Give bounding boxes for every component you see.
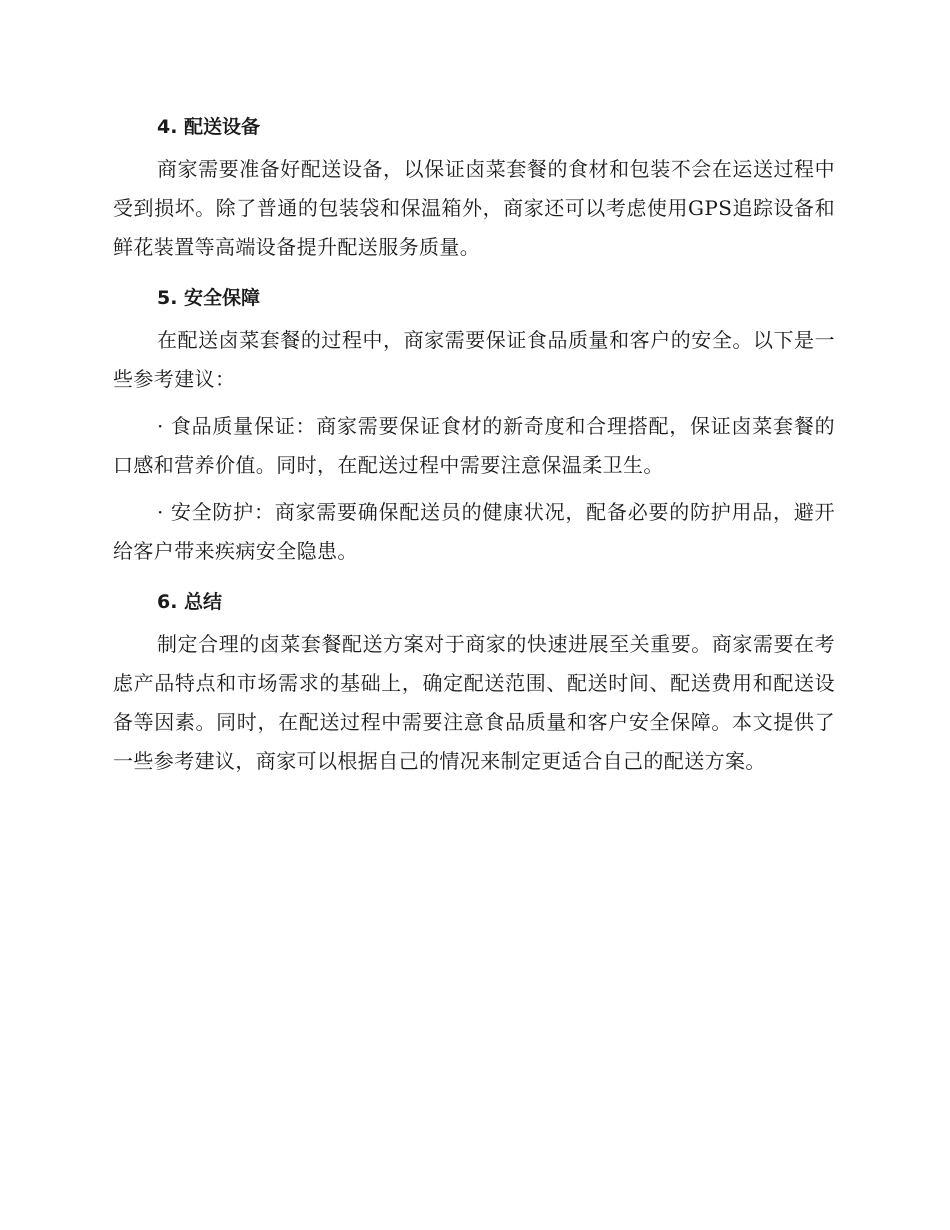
paragraph: 制定合理的卤菜套餐配送方案对于商家的快速进展至关重要。商家需要在考虑产品特点和市场需求的基础上，确定配送范围、配送时间、配送费用和配送设备等因素。同时，在配送过程中需要注意食品质量和客户安全保障。本文提供了一些参考建议，商家可以根据自己的情况来制定更适合自己的配送方案。 xyxy=(113,632,835,773)
bullet-paragraph: · 安全防护：商家需要确保配送员的健康状况，配备必要的防护用品，避开给客户带来疾病安全隐患。 xyxy=(113,500,835,563)
section-heading: 4. 配送设备 xyxy=(157,116,261,138)
bullet-paragraph: · 食品质量保证：商家需要保证食材的新奇度和合理搭配，保证卤菜套餐的口感和营养价值。同时，在配送过程中需要注意保温柔卫生。 xyxy=(113,414,835,477)
paragraph: 在配送卤菜套餐的过程中，商家需要保证食品质量和客户的安全。以下是一些参考建议： xyxy=(113,328,835,391)
section-summary xyxy=(113,579,835,781)
document-page xyxy=(113,104,835,789)
section-heading: 5. 安全保障 xyxy=(157,287,261,309)
section-heading: 6. 总结 xyxy=(157,591,223,613)
section-safety-assurance xyxy=(113,275,835,571)
section-delivery-equipment xyxy=(113,104,835,267)
paragraph: 商家需要准备好配送设备，以保证卤菜套餐的食材和包装不会在运送过程中受到损坏。除了普通的包装袋和保温箱外，商家还可以考虑使用GPS追踪设备和鲜花装置等高端设备提升配送服务质量。 xyxy=(113,157,835,259)
